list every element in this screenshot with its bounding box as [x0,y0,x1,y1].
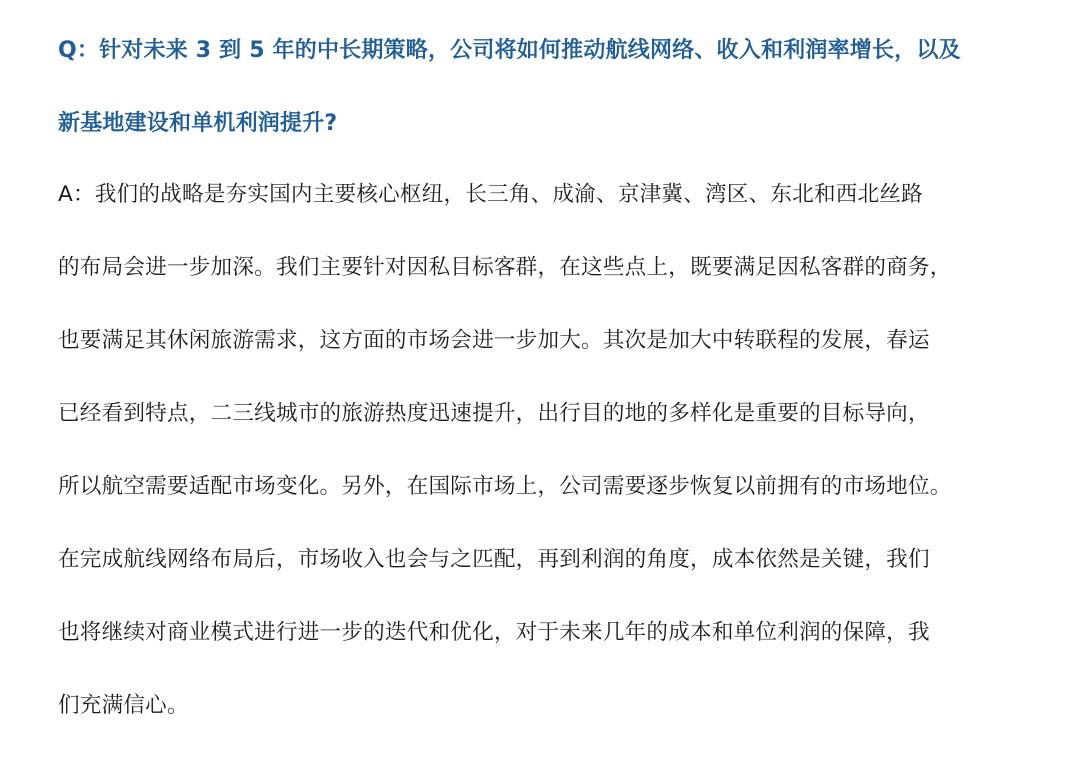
question-line-2: 新基地建设和单机利润提升? [58,111,338,136]
answer-paragraph [58,158,1032,742]
answer-line-1: A：我们的战略是夯实国内主要核心枢纽，长三角、成渝、京津冀、湾区、东北和西北丝路 [58,182,923,207]
answer-line-3: 也要满足其休闲旅游需求，这方面的市场会进一步加大。其次是加大中转联程的发展，春运 [58,328,930,353]
question-paragraph [58,14,1032,160]
answer-line-8: 们充满信心。 [58,693,189,718]
answer-line-7: 也将继续对商业模式进行进一步的迭代和优化，对于未来几年的成本和单位利润的保障，我 [58,620,930,645]
question-line-1: Q：针对未来 3 到 5 年的中长期策略，公司将如何推动航线网络、收入和利润率增长，以及 [58,38,961,63]
answer-line-4: 已经看到特点，二三线城市的旅游热度迅速提升，出行目的地的多样化是重要的目标导向， [58,401,930,426]
answer-line-2: 的布局会进一步加深。我们主要针对因私目标客群，在这些点上，既要满足因私客群的商务， [58,255,952,280]
answer-line-5: 所以航空需要适配市场变化。另外，在国际市场上，公司需要逐步恢复以前拥有的市场地位。 [58,474,952,499]
answer-line-6: 在完成航线网络布局后，市场收入也会与之匹配，再到利润的角度，成本依然是关键，我们 [58,547,930,572]
